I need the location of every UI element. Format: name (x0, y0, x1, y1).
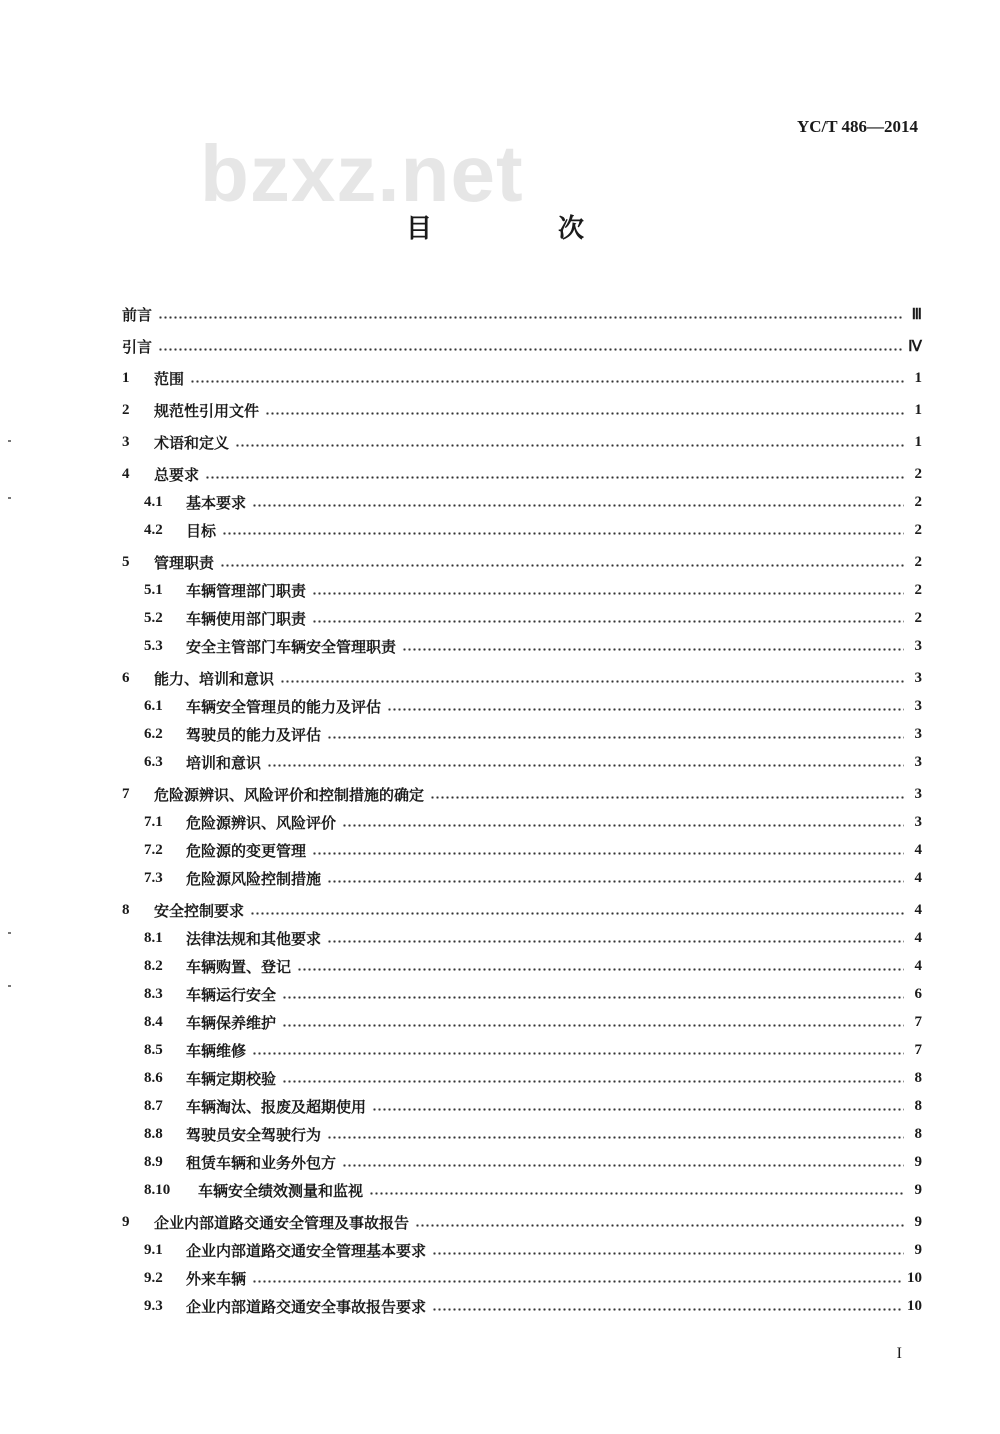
toc-entry-number: 8.4 (144, 1013, 163, 1030)
toc-entry-number: 5.1 (144, 581, 163, 598)
toc-entry[interactable] (122, 488, 922, 516)
dot-leader (280, 680, 904, 683)
dot-leader (327, 736, 904, 739)
toc-entry-number: 8 (122, 901, 130, 918)
toc-entry-label: 车辆安全管理员的能力及评估 (186, 697, 382, 716)
dot-leader (327, 940, 904, 943)
toc-entry-page: Ⅳ (908, 338, 922, 355)
toc-entry-number: 8.3 (144, 985, 163, 1002)
toc-entry[interactable] (122, 1064, 922, 1092)
toc-entry-label: 危险源风险控制措施 (186, 869, 322, 888)
toc-entry-number: 7.1 (144, 813, 163, 830)
toc-entry-page: 1 (914, 369, 922, 386)
toc-entry-number: 5.3 (144, 637, 163, 654)
toc-entry-number: 7 (122, 785, 130, 802)
toc-entry-label: 规范性引用文件 (154, 401, 260, 420)
toc-entry[interactable] (122, 1264, 922, 1292)
toc-entry-label: 法律法规和其他要求 (186, 929, 322, 948)
dot-leader (252, 1280, 903, 1283)
toc-entry-page: 3 (914, 697, 922, 714)
toc-entry[interactable] (122, 396, 922, 424)
toc-entry-page: Ⅲ (911, 306, 922, 323)
toc-entry-label: 驾驶员的能力及评估 (186, 725, 322, 744)
dot-leader (250, 912, 904, 915)
dot-leader (235, 444, 904, 447)
toc-entry-number: 9.2 (144, 1269, 163, 1286)
dot-leader (327, 880, 904, 883)
toc-entry-number: 4.2 (144, 521, 163, 538)
dot-leader (402, 648, 904, 651)
dot-leader (327, 1136, 904, 1139)
toc-entry-label: 车辆维修 (186, 1041, 247, 1060)
toc-entry-page: 3 (914, 725, 922, 742)
toc-entry-page: 9 (914, 1213, 922, 1230)
toc-entry[interactable] (122, 632, 922, 660)
toc-entry[interactable] (122, 1236, 922, 1264)
toc-entry-number: 6 (122, 669, 130, 686)
toc-entry-number: 8.9 (144, 1153, 163, 1170)
toc-entry-page: 2 (914, 581, 922, 598)
toc-entry-number: 9 (122, 1213, 130, 1230)
toc-entry-page: 2 (914, 609, 922, 626)
toc-entry-label: 目标 (186, 521, 217, 540)
dot-leader (158, 348, 904, 351)
toc-entry-page: 7 (914, 1013, 922, 1030)
toc-entry-label: 车辆使用部门职责 (186, 609, 307, 628)
dot-leader (282, 1024, 904, 1027)
dot-leader (432, 1308, 903, 1311)
toc-entry-page: 2 (914, 493, 922, 510)
scan-speck (8, 497, 11, 499)
toc-entry-page: 4 (914, 869, 922, 886)
dot-leader (220, 564, 904, 567)
dot-leader (252, 504, 904, 507)
toc-entry-page: 9 (914, 1241, 922, 1258)
toc-entry[interactable] (122, 864, 922, 892)
toc-entry-number: 8.2 (144, 957, 163, 974)
table-of-contents (122, 300, 922, 1320)
toc-entry-label: 管理职责 (154, 553, 215, 572)
toc-entry-page: 10 (907, 1297, 922, 1314)
toc-entry-page: 1 (914, 401, 922, 418)
dot-leader (222, 532, 904, 535)
toc-entry-number: 8.1 (144, 929, 163, 946)
toc-entry[interactable] (122, 692, 922, 720)
toc-entry-label: 车辆安全绩效测量和监视 (198, 1181, 364, 1200)
page-title: 目 次 (405, 214, 634, 244)
toc-entry-number: 5 (122, 553, 130, 570)
toc-entry-label: 企业内部道路交通安全管理基本要求 (186, 1241, 427, 1260)
dot-leader (342, 1164, 904, 1167)
toc-entry[interactable] (122, 780, 922, 808)
toc-entry-page: 3 (914, 785, 922, 802)
toc-entry-page: 8 (914, 1069, 922, 1086)
dot-leader (387, 708, 904, 711)
toc-entry-number: 1 (122, 369, 130, 386)
toc-entry[interactable] (122, 808, 922, 836)
toc-entry-label: 安全控制要求 (154, 901, 245, 920)
toc-entry-label: 驾驶员安全驾驶行为 (186, 1125, 322, 1144)
toc-entry-page: 2 (914, 553, 922, 570)
toc-entry-label: 车辆保养维护 (186, 1013, 277, 1032)
toc-entry-number: 9.1 (144, 1241, 163, 1258)
toc-entry-page: 9 (914, 1153, 922, 1170)
toc-entry-label: 危险源的变更管理 (186, 841, 307, 860)
dot-leader (342, 824, 904, 827)
toc-entry-label: 培训和意识 (186, 753, 262, 772)
toc-entry-label: 能力、培训和意识 (154, 669, 275, 688)
toc-entry[interactable] (122, 1036, 922, 1064)
toc-entry-page: 1 (914, 433, 922, 450)
toc-entry[interactable] (122, 1092, 922, 1120)
toc-entry-number: 6.3 (144, 753, 163, 770)
toc-entry-page: 4 (914, 901, 922, 918)
toc-entry-label: 总要求 (154, 465, 200, 484)
toc-entry[interactable] (122, 924, 922, 952)
toc-entry[interactable] (122, 332, 922, 360)
toc-entry[interactable] (122, 896, 922, 924)
toc-entry-page: 4 (914, 929, 922, 946)
toc-entry-number: 7.3 (144, 869, 163, 886)
toc-entry[interactable] (122, 748, 922, 776)
toc-entry-label: 危险源辨识、风险评价 (186, 813, 337, 832)
dot-leader (267, 764, 904, 767)
toc-entry-label: 基本要求 (186, 493, 247, 512)
toc-entry-number: 8.10 (144, 1181, 171, 1198)
page-number: I (896, 1345, 902, 1362)
toc-entry-number: 5.2 (144, 609, 163, 626)
toc-entry-label: 危险源辨识、风险评价和控制措施的确定 (154, 785, 425, 804)
toc-entry-page: 3 (914, 637, 922, 654)
dot-leader (158, 316, 904, 319)
toc-entry-label: 车辆运行安全 (186, 985, 277, 1004)
toc-entry-page: 10 (907, 1269, 922, 1286)
dot-leader (430, 796, 904, 799)
toc-entry-label: 企业内部道路交通安全事故报告要求 (186, 1297, 427, 1316)
watermark: bzxz.net (200, 129, 524, 218)
scan-speck (8, 932, 11, 934)
dot-leader (432, 1252, 904, 1255)
toc-entry[interactable] (122, 1176, 922, 1204)
toc-entry-number: 6.1 (144, 697, 163, 714)
toc-entry-label: 车辆购置、登记 (186, 957, 292, 976)
toc-entry-number: 3 (122, 433, 130, 450)
toc-entry[interactable] (122, 952, 922, 980)
toc-entry[interactable] (122, 1148, 922, 1176)
toc-entry-page: 3 (914, 813, 922, 830)
dot-leader (372, 1108, 904, 1111)
toc-entry-label: 前言 (122, 305, 153, 324)
toc-entry-label: 引言 (122, 337, 153, 356)
toc-entry-number: 7.2 (144, 841, 163, 858)
toc-entry-page: 9 (914, 1181, 922, 1198)
dot-leader (312, 620, 904, 623)
toc-entry-label: 外来车辆 (186, 1269, 247, 1288)
toc-entry-number: 2 (122, 401, 130, 418)
toc-entry-page: 7 (914, 1041, 922, 1058)
toc-entry[interactable] (122, 980, 922, 1008)
toc-entry[interactable] (122, 428, 922, 456)
dot-leader (190, 380, 904, 383)
toc-entry[interactable] (122, 300, 922, 328)
toc-entry[interactable] (122, 604, 922, 632)
toc-entry-page: 6 (914, 985, 922, 1002)
toc-entry-label: 车辆定期校验 (186, 1069, 277, 1088)
toc-entry-number: 4 (122, 465, 130, 482)
toc-entry-label: 车辆管理部门职责 (186, 581, 307, 600)
toc-entry[interactable] (122, 720, 922, 748)
toc-entry-number: 8.8 (144, 1125, 163, 1142)
dot-leader (415, 1224, 904, 1227)
toc-entry-label: 企业内部道路交通安全管理及事故报告 (154, 1213, 410, 1232)
dot-leader (282, 996, 904, 999)
toc-entry-number: 8.5 (144, 1041, 163, 1058)
toc-entry-number: 4.1 (144, 493, 163, 510)
toc-entry-number: 8.7 (144, 1097, 163, 1114)
dot-leader (252, 1052, 904, 1055)
toc-entry[interactable] (122, 1292, 922, 1320)
dot-leader (312, 592, 904, 595)
toc-entry[interactable] (122, 576, 922, 604)
toc-entry-label: 范围 (154, 369, 185, 388)
toc-entry-label: 术语和定义 (154, 433, 230, 452)
toc-entry-number: 9.3 (144, 1297, 163, 1314)
toc-entry[interactable] (122, 664, 922, 692)
toc-entry[interactable] (122, 1208, 922, 1236)
toc-entry-page: 2 (914, 521, 922, 538)
toc-entry-number: 8.6 (144, 1069, 163, 1086)
toc-entry[interactable] (122, 460, 922, 488)
toc-entry-page: 4 (914, 841, 922, 858)
toc-entry-page: 4 (914, 957, 922, 974)
toc-entry-page: 2 (914, 465, 922, 482)
toc-entry[interactable] (122, 364, 922, 392)
dot-leader (297, 968, 904, 971)
standard-code: YC/T 486—2014 (796, 117, 918, 136)
dot-leader (282, 1080, 904, 1083)
dot-leader (265, 412, 904, 415)
toc-entry-page: 8 (914, 1125, 922, 1142)
toc-entry-page: 3 (914, 753, 922, 770)
toc-entry[interactable] (122, 836, 922, 864)
toc-entry[interactable] (122, 1120, 922, 1148)
toc-entry-label: 租赁车辆和业务外包方 (186, 1153, 337, 1172)
dot-leader (205, 476, 904, 479)
dot-leader (312, 852, 904, 855)
toc-entry[interactable] (122, 1008, 922, 1036)
toc-entry-label: 安全主管部门车辆安全管理职责 (186, 637, 397, 656)
toc-entry[interactable] (122, 516, 922, 544)
toc-entry-page: 3 (914, 669, 922, 686)
toc-entry-page: 8 (914, 1097, 922, 1114)
scan-speck (8, 985, 11, 987)
toc-entry-label: 车辆淘汰、报废及超期使用 (186, 1097, 367, 1116)
toc-entry-number: 6.2 (144, 725, 163, 742)
scan-speck (8, 440, 11, 442)
dot-leader (369, 1192, 904, 1195)
toc-entry[interactable] (122, 548, 922, 576)
